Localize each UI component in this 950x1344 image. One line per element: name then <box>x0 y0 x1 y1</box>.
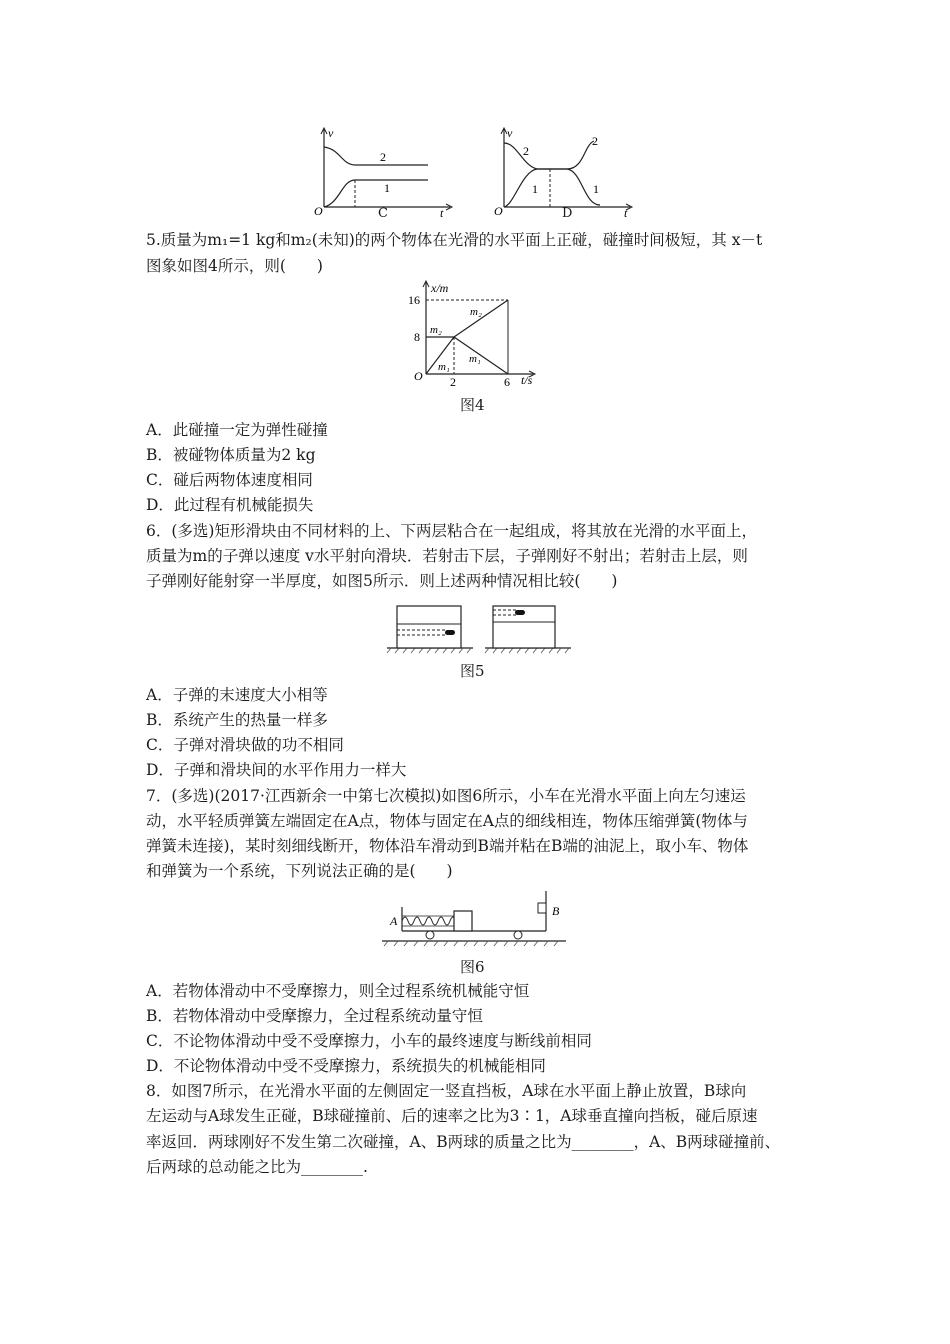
fig4-origin: O <box>414 369 423 383</box>
q7-option-c: C．不论物体滑动中受不受摩擦力，小车的最终速度与断线前相同 <box>146 1032 592 1050</box>
fig4-m2-before-label: m₂ <box>430 324 442 336</box>
q6-option-b: B．系统产生的热量一样多 <box>146 711 328 729</box>
q5-line-2: 图象如图4所示，则( ) <box>146 257 323 275</box>
q7-line-3: 弹簧未连接)，某时刻细线断开，物体沿车滑动到B端并粘在B端的油泥上，取小车、物体 <box>146 837 749 855</box>
q6-line-1: 6．(多选)矩形滑块由不同材料的上、下两层粘合在一起组成，将其放在光滑的水平面上， <box>146 522 757 540</box>
q7-line-1: 7．(多选)(2017·江西新余一中第七次模拟)如图6所示，小车在光滑水平面上向左匀速运 <box>146 787 746 805</box>
q6-option-d: D．子弹和滑块间的水平作用力一样大 <box>146 761 407 779</box>
figure-4-xt-graph <box>395 278 555 388</box>
q7-line-2: 动，水平轻质弹簧左端固定在A点，物体与固定在A点的细线相连，物体压缩弹簧(物体与 <box>146 812 748 830</box>
q7-option-d: D．不论物体滑动中受不受摩擦力，系统损失的机械能相同 <box>146 1057 546 1075</box>
fig-c-t-label: t <box>440 206 444 220</box>
fig-d-curve-1-right-label: 1 <box>593 182 599 196</box>
q6-option-a: A．子弹的末速度大小相等 <box>146 686 328 704</box>
fig4-x-tick-2: 2 <box>450 375 456 388</box>
q7-line-4: 和弹簧为一个系统，下列说法正确的是( ) <box>146 862 453 880</box>
q8-line-3: 率返回．两球刚好不发生第二次碰撞，A、B两球的质量之比为________，A、B两球碰撞前、 <box>146 1133 781 1151</box>
q6-line-2: 质量为m的子弹以速度 v水平射向滑块．若射击下层，子弹刚好不射出；若射击上层，则 <box>146 547 748 565</box>
fig4-m2-after-label: m₂ <box>470 306 482 318</box>
fig-d-curve-2-left-label: 2 <box>523 144 529 158</box>
fig-c-caption: C <box>378 206 388 221</box>
fig4-y-axis-label: x/m <box>431 281 449 295</box>
fig5-caption: 图5 <box>460 662 485 680</box>
q5-line-1: 5.质量为m₁=1 kg和m₂(未知)的两个物体在光滑的水平面上正碰，碰撞时间极短，其 x－t <box>146 231 763 249</box>
q6-line-3: 子弹刚好能射穿一半厚度，如图5所示．则上述两种情况相比较( ) <box>146 572 618 590</box>
q5-option-d: D．此过程有机械能损失 <box>146 496 314 514</box>
q7-option-b: B．若物体滑动中受摩擦力，全过程系统动量守恒 <box>146 1007 483 1025</box>
q8-line-4: 后两球的总动能之比为________. <box>146 1158 368 1176</box>
fig6-point-a: A <box>390 914 398 928</box>
fig4-m1-before-label: m₁ <box>438 361 450 373</box>
q8-line-2: 左运动与A球发生正碰，B球碰撞前、后的速率之比为3∶1，A球垂直撞向挡板，碰后原速 <box>146 1107 758 1125</box>
q8-line-1: 8．如图7所示，在光滑水平面的左侧固定一竖直挡板，A球在水平面上静止放置，B球向 <box>146 1082 747 1100</box>
q5-option-b: B．被碰物体质量为2 kg <box>146 446 316 464</box>
fig-d-origin: O <box>494 204 503 218</box>
fig4-caption: 图4 <box>460 396 485 414</box>
fig4-y-tick-16: 16 <box>408 293 420 307</box>
q6-option-c: C．子弹对滑块做的功不相同 <box>146 736 344 754</box>
q5-option-a: A．此碰撞一定为弹性碰撞 <box>146 421 328 439</box>
fig-d-t-label: t <box>624 206 628 220</box>
fig6-caption: 图6 <box>460 958 485 976</box>
fig4-x-tick-6: 6 <box>504 375 510 388</box>
fig4-x-axis-label: t/s <box>521 373 533 387</box>
q7-option-a: A．若物体滑动中不受摩擦力，则全过程系统机械能守恒 <box>146 982 530 1000</box>
fig-d-curve-2-right-label: 2 <box>592 134 598 148</box>
q5-option-c: C．碰后两物体速度相同 <box>146 471 313 489</box>
fig6-point-b: B <box>552 904 560 918</box>
figure-5-bullet-blocks <box>385 600 575 656</box>
fig4-y-tick-8: 8 <box>414 330 420 344</box>
fig-d-caption: D <box>562 206 573 221</box>
fig-c-curve-2-label: 2 <box>380 150 386 164</box>
fig-c-v-label: v <box>328 126 334 140</box>
fig-d-curve-1-left-label: 1 <box>532 182 538 196</box>
fig-c-curve-1-label: 1 <box>384 181 390 195</box>
fig4-m1-after-label: m₁ <box>469 353 481 365</box>
figure-6-cart-spring <box>380 885 570 949</box>
fig-d-v-label: v <box>507 126 513 140</box>
fig-c-origin: O <box>314 204 323 218</box>
